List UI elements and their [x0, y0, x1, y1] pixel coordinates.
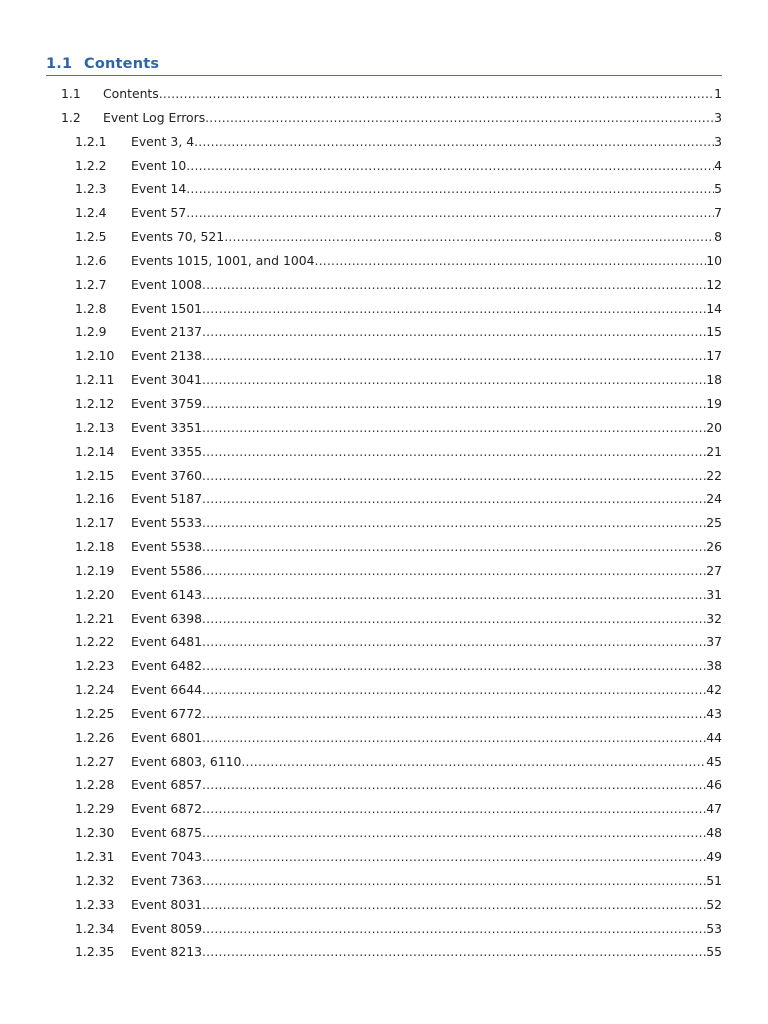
toc-entry[interactable]: [0, 464, 768, 488]
toc-entry[interactable]: [0, 201, 768, 225]
toc-entry-number: 1.2.10: [75, 348, 115, 364]
toc-entry-title: Event 2138: [131, 348, 202, 364]
toc-entry[interactable]: [0, 750, 768, 774]
toc-dot-leader: [202, 630, 706, 654]
toc-entry-number: 1.2.9: [75, 324, 107, 340]
toc-entry-title: Event 14: [131, 181, 187, 197]
toc-entry-page-number: 38: [706, 658, 722, 674]
toc-entry-number: 1.2.22: [75, 634, 115, 650]
toc-dot-leader: [202, 511, 706, 535]
toc-entry-page-number: 46: [706, 777, 722, 793]
toc-entry-number: 1.2.24: [75, 682, 115, 698]
table-of-contents: [0, 82, 768, 964]
toc-dot-leader: [315, 249, 707, 273]
toc-entry-number: 1.2.4: [75, 205, 107, 221]
toc-entry[interactable]: [0, 654, 768, 678]
toc-entry-link[interactable]: [131, 201, 722, 225]
toc-entry[interactable]: [0, 535, 768, 559]
toc-entry[interactable]: [0, 392, 768, 416]
toc-entry-page-number: 45: [706, 753, 722, 769]
toc-entry-title: Event 6482: [131, 658, 202, 674]
toc-entry-title: Event 3041: [131, 372, 202, 388]
toc-entry-link[interactable]: [103, 82, 722, 106]
toc-entry-page-number: 42: [706, 682, 722, 698]
toc-dot-leader: [202, 821, 706, 845]
toc-entry-link[interactable]: [131, 750, 722, 774]
toc-entry-number: 1.2.26: [75, 729, 115, 745]
toc-entry[interactable]: [0, 797, 768, 821]
toc-dot-leader: [202, 654, 706, 678]
toc-entry-title: Event 3760: [131, 467, 202, 483]
toc-entry-title: Event 5533: [131, 515, 202, 531]
toc-entry-number: 1.2.33: [75, 896, 115, 912]
toc-entry-page-number: 12: [706, 276, 722, 292]
toc-entry-page-number: 19: [706, 395, 722, 411]
toc-entry-number: 1.2.35: [75, 944, 115, 960]
toc-entry[interactable]: [0, 893, 768, 917]
toc-entry[interactable]: [0, 773, 768, 797]
toc-entry[interactable]: [0, 487, 768, 511]
toc-entry[interactable]: [0, 130, 768, 154]
section-heading-title: Contents: [84, 56, 160, 72]
toc-dot-leader: [202, 392, 706, 416]
toc-dot-leader: [202, 940, 706, 964]
toc-entry-number: 1.2.20: [75, 586, 115, 602]
toc-entry-title: Event 6644: [131, 682, 202, 698]
toc-dot-leader: [202, 344, 706, 368]
toc-entry-title: Event 8213: [131, 944, 202, 960]
toc-dot-leader: [186, 177, 714, 201]
toc-entry-page-number: 3: [714, 133, 722, 149]
toc-entry-link[interactable]: [131, 773, 722, 797]
toc-entry[interactable]: [0, 154, 768, 178]
toc-entry-page-number: 43: [706, 705, 722, 721]
toc-entry-link[interactable]: [131, 893, 722, 917]
toc-dot-leader: [202, 678, 706, 702]
toc-dot-leader: [241, 750, 706, 774]
toc-entry-page-number: 24: [706, 491, 722, 507]
toc-entry[interactable]: [0, 416, 768, 440]
toc-entry-title: Event 5187: [131, 491, 202, 507]
toc-entry-number: 1.2.1: [75, 133, 107, 149]
toc-entry-title: Contents: [103, 86, 159, 101]
toc-entry-link[interactable]: [131, 559, 722, 583]
toc-entry-title: Event 6772: [131, 705, 202, 721]
toc-entry-number: 1.2.2: [75, 157, 107, 173]
toc-entry-number: 1.2.19: [75, 562, 115, 578]
toc-entry-page-number: 14: [706, 300, 722, 316]
toc-entry-title: Event 3759: [131, 395, 202, 411]
toc-entry-link[interactable]: [131, 917, 722, 941]
toc-entry-page-number: 8: [714, 229, 722, 245]
toc-entry-number: 1.2.25: [75, 705, 115, 721]
toc-entry-number: 1.2.12: [75, 395, 115, 411]
toc-entry-number: 1.1: [61, 86, 81, 101]
toc-entry-number: 1.2.27: [75, 753, 115, 769]
toc-entry-title: Event 5538: [131, 539, 202, 555]
toc-dot-leader: [202, 917, 706, 941]
toc-entry-page-number: 44: [706, 729, 722, 745]
toc-entry-number: 1.2: [61, 109, 81, 125]
toc-dot-leader: [224, 225, 714, 249]
toc-dot-leader: [186, 154, 714, 178]
toc-entry-title: Event 57: [131, 205, 187, 221]
section-heading: [46, 55, 722, 76]
toc-dot-leader: [194, 130, 714, 154]
toc-entry-page-number: 1: [714, 86, 722, 101]
toc-entry-link[interactable]: [131, 726, 722, 750]
toc-dot-leader: [202, 607, 706, 631]
toc-entry-page-number: 20: [706, 419, 722, 435]
toc-entry-link[interactable]: [131, 583, 722, 607]
toc-dot-leader: [202, 797, 706, 821]
toc-entry[interactable]: [0, 726, 768, 750]
toc-dot-leader: [202, 559, 706, 583]
toc-dot-leader: [202, 535, 706, 559]
toc-entry-number: 1.2.18: [75, 539, 115, 555]
toc-entry-number: 1.2.32: [75, 872, 115, 888]
toc-entry-title: Event 6872: [131, 801, 202, 817]
toc-entry[interactable]: [0, 273, 768, 297]
toc-entry-title: Event 3351: [131, 419, 202, 435]
toc-entry[interactable]: [0, 177, 768, 201]
toc-entry-link[interactable]: [131, 869, 722, 893]
toc-entry-page-number: 25: [706, 515, 722, 531]
toc-entry[interactable]: [0, 630, 768, 654]
toc-entry[interactable]: [0, 297, 768, 321]
toc-entry-number: 1.2.15: [75, 467, 115, 483]
toc-entry[interactable]: [0, 344, 768, 368]
toc-entry-title: Event 7363: [131, 872, 202, 888]
toc-entry-title: Events 70, 521: [131, 229, 225, 245]
toc-entry-page-number: 7: [714, 205, 722, 221]
section-heading-number: 1.1: [46, 56, 73, 72]
toc-entry-number: 1.2.29: [75, 801, 115, 817]
toc-entry-number: 1.2.17: [75, 515, 115, 531]
toc-entry-number: 1.2.21: [75, 610, 115, 626]
toc-dot-leader: [202, 464, 706, 488]
toc-entry-number: 1.2.5: [75, 229, 107, 245]
toc-entry[interactable]: [0, 440, 768, 464]
toc-dot-leader: [202, 773, 706, 797]
toc-entry-link[interactable]: [131, 797, 722, 821]
toc-entry-link[interactable]: [131, 702, 722, 726]
toc-entry-link[interactable]: [131, 845, 722, 869]
toc-entry[interactable]: [0, 320, 768, 344]
toc-entry[interactable]: [0, 583, 768, 607]
toc-entry-link[interactable]: [131, 416, 722, 440]
toc-entry-title: Event 1501: [131, 300, 202, 316]
toc-entry-number: 1.2.11: [75, 372, 115, 388]
toc-entry-number: 1.2.23: [75, 658, 115, 674]
toc-entry-link[interactable]: [131, 654, 722, 678]
toc-entry[interactable]: [0, 940, 768, 964]
toc-entry-link[interactable]: [131, 154, 722, 178]
toc-entry-number: 1.2.16: [75, 491, 115, 507]
toc-entry-link[interactable]: [131, 344, 722, 368]
toc-entry[interactable]: [0, 917, 768, 941]
toc-entry-link[interactable]: [131, 177, 722, 201]
toc-entry-page-number: 21: [706, 443, 722, 459]
toc-dot-leader: [202, 368, 706, 392]
toc-entry-title: Event 6143: [131, 586, 202, 602]
toc-entry[interactable]: [0, 678, 768, 702]
toc-entry[interactable]: [0, 511, 768, 535]
toc-dot-leader: [202, 320, 706, 344]
toc-entry-number: 1.2.3: [75, 181, 107, 197]
toc-dot-leader: [202, 845, 706, 869]
toc-entry[interactable]: [0, 225, 768, 249]
toc-entry-title: Event 6398: [131, 610, 202, 626]
toc-entry-link[interactable]: [131, 273, 722, 297]
toc-entry-link[interactable]: [131, 630, 722, 654]
toc-entry-title: Event 6481: [131, 634, 202, 650]
toc-entry-page-number: 22: [706, 467, 722, 483]
toc-entry-page-number: 18: [706, 372, 722, 388]
toc-entry-page-number: 15: [706, 324, 722, 340]
toc-dot-leader: [202, 440, 706, 464]
toc-entry-number: 1.2.34: [75, 920, 115, 936]
toc-entry-title: Event 8059: [131, 920, 202, 936]
toc-entry-number: 1.2.14: [75, 443, 115, 459]
toc-entry-link[interactable]: [131, 130, 722, 154]
toc-dot-leader: [202, 893, 706, 917]
toc-entry-link[interactable]: [131, 249, 722, 273]
toc-entry-number: 1.2.30: [75, 825, 115, 841]
toc-entry-title: Event 1008: [131, 276, 202, 292]
toc-dot-leader: [202, 416, 706, 440]
toc-entry[interactable]: [0, 559, 768, 583]
toc-entry-page-number: 48: [706, 825, 722, 841]
toc-entry-title: Event 7043: [131, 849, 202, 864]
toc-dot-leader: [205, 106, 714, 130]
toc-dot-leader: [159, 82, 714, 106]
toc-entry-page-number: 10: [706, 252, 722, 268]
toc-dot-leader: [202, 487, 706, 511]
toc-entry-title: Event 8031: [131, 896, 202, 912]
toc-dot-leader: [202, 297, 706, 321]
toc-entry-link[interactable]: [131, 464, 722, 488]
toc-entry[interactable]: [0, 702, 768, 726]
toc-entry-title: Events 1015, 1001, and 1004: [131, 252, 315, 268]
toc-entry-page-number: 31: [706, 586, 722, 602]
toc-entry-page-number: 55: [706, 944, 722, 960]
toc-entry-title: Event 3, 4: [131, 133, 195, 149]
toc-entry-link[interactable]: [131, 368, 722, 392]
toc-entry-link[interactable]: [131, 607, 722, 631]
toc-dot-leader: [202, 583, 706, 607]
toc-entry-page-number: 52: [706, 896, 722, 912]
toc-entry-title: Event 6803, 6110: [131, 753, 242, 769]
toc-entry-page-number: 32: [706, 610, 722, 626]
toc-entry-page-number: 26: [706, 539, 722, 555]
toc-entry[interactable]: [0, 845, 768, 869]
toc-entry-page-number: 37: [706, 634, 722, 650]
toc-entry-link[interactable]: [103, 106, 722, 130]
toc-entry-link[interactable]: [131, 440, 722, 464]
toc-entry-title: Event 5586: [131, 562, 202, 578]
toc-entry-page-number: 49: [706, 849, 722, 864]
toc-entry[interactable]: [0, 82, 768, 106]
toc-entry-link[interactable]: [131, 821, 722, 845]
toc-entry-number: 1.2.31: [75, 849, 115, 864]
toc-entry-number: 1.2.6: [75, 252, 107, 268]
toc-entry-title: Event 6857: [131, 777, 202, 793]
toc-entry-page-number: 3: [714, 109, 722, 125]
toc-dot-leader: [202, 869, 706, 893]
toc-dot-leader: [186, 201, 714, 225]
toc-entry-title: Event 6801: [131, 729, 202, 745]
toc-entry-number: 1.2.7: [75, 276, 107, 292]
toc-entry-title: Event 3355: [131, 443, 202, 459]
toc-entry-page-number: 5: [714, 181, 722, 197]
toc-entry-page-number: 4: [714, 157, 722, 173]
toc-entry-page-number: 17: [706, 348, 722, 364]
toc-dot-leader: [202, 702, 706, 726]
toc-entry-link[interactable]: [131, 225, 722, 249]
toc-entry-page-number: 47: [706, 801, 722, 817]
toc-entry[interactable]: [0, 106, 768, 130]
toc-entry-link[interactable]: [131, 392, 722, 416]
toc-entry[interactable]: [0, 607, 768, 631]
toc-dot-leader: [202, 273, 706, 297]
toc-dot-leader: [202, 726, 706, 750]
toc-entry-title: Event Log Errors: [103, 109, 206, 125]
toc-entry-number: 1.2.8: [75, 300, 107, 316]
toc-entry-page-number: 53: [706, 920, 722, 936]
toc-entry-number: 1.2.13: [75, 419, 115, 435]
toc-entry-link[interactable]: [131, 678, 722, 702]
toc-entry-title: Event 10: [131, 157, 187, 173]
toc-entry-link[interactable]: [131, 487, 722, 511]
toc-entry-link[interactable]: [131, 535, 722, 559]
toc-entry-number: 1.2.28: [75, 777, 115, 793]
toc-entry-page-number: 51: [706, 872, 722, 888]
toc-entry[interactable]: [0, 821, 768, 845]
toc-entry-link[interactable]: [131, 320, 722, 344]
toc-entry[interactable]: [0, 368, 768, 392]
toc-entry-link[interactable]: [131, 297, 722, 321]
toc-entry-link[interactable]: [131, 940, 722, 964]
toc-entry-page-number: 27: [706, 562, 722, 578]
toc-entry-title: Event 2137: [131, 324, 202, 340]
toc-entry-title: Event 6875: [131, 825, 202, 841]
toc-entry-link[interactable]: [131, 511, 722, 535]
toc-entry[interactable]: [0, 869, 768, 893]
toc-entry[interactable]: [0, 249, 768, 273]
